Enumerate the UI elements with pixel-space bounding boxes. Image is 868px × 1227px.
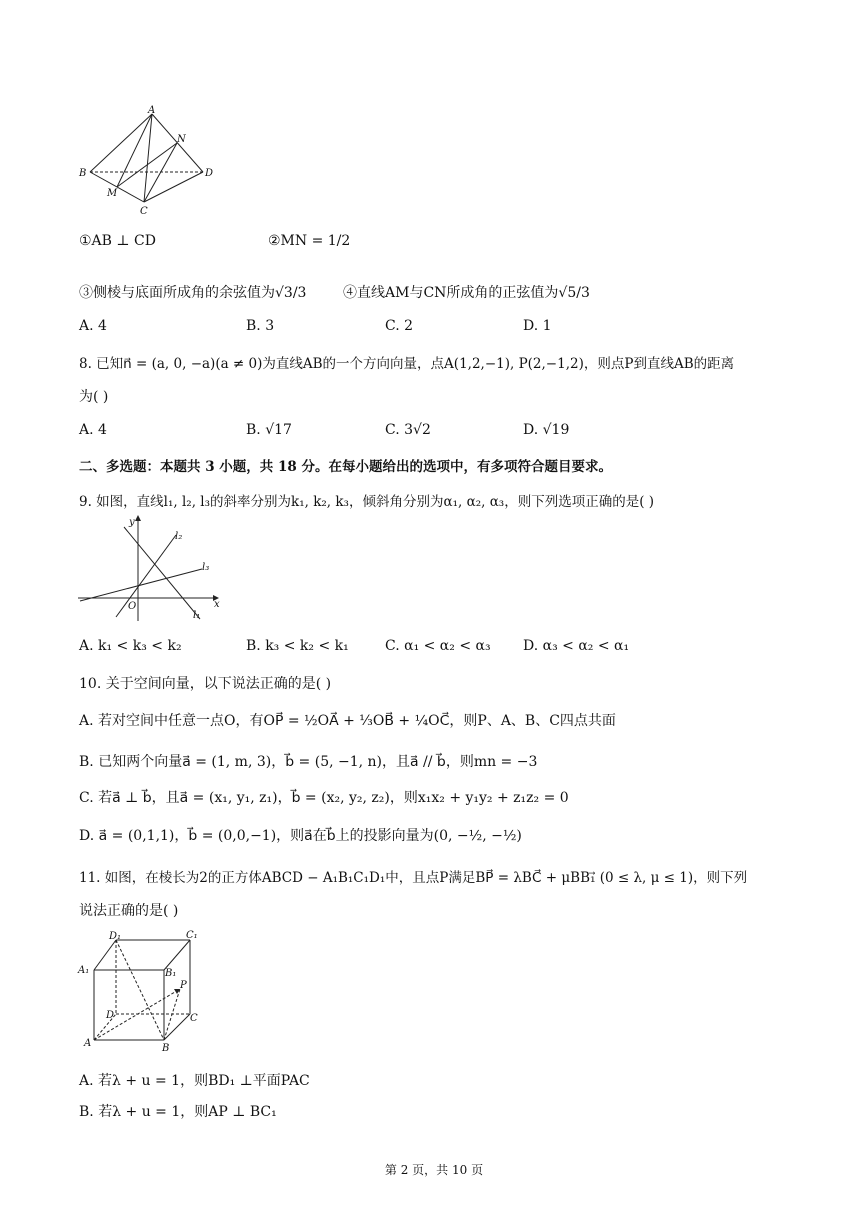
q11-text-line1: 11. 如图，在棱长为2的正方体ABCD − A₁B₁C₁D₁中，且点P满足BP⃗ = λBC⃗ + μBB₁⃗ (0 ≤ λ, μ ≤ 1)，则下列 <box>79 870 748 886</box>
q7-option-d: D. 1 <box>523 318 552 334</box>
q7-option-b: B. 3 <box>246 318 275 334</box>
q8-option-d: D. √19 <box>523 422 570 438</box>
q11-option-a: A. 若λ + u = 1，则BD₁ ⊥平面PAC <box>79 1073 310 1089</box>
fig-label-x: x <box>214 599 220 610</box>
q9-option-c: C. α₁ < α₂ < α₃ <box>385 638 491 654</box>
fig-label-P: P <box>180 980 187 991</box>
fig-label-C: C <box>190 1013 198 1024</box>
fig-label-M: M <box>107 188 118 199</box>
fig-label-A1: A₁ <box>78 965 90 976</box>
q7-option-a: A. 4 <box>79 318 107 334</box>
q9-option-d: D. α₃ < α₂ < α₁ <box>523 638 630 654</box>
q7-statement-2: ②MN = 1/2 <box>268 233 351 249</box>
fig-label-B: B <box>79 168 87 179</box>
section-2-heading: 二、多选题：本题共 3 小题，共 18 分。在每小题给出的选项中，有多项符合题目要求。 <box>79 459 612 475</box>
q11-option-b: B. 若λ + u = 1，则AP ⊥ BC₁ <box>79 1104 277 1120</box>
q8-option-b: B. √17 <box>246 422 292 438</box>
q11-text-line2: 说法正确的是( ) <box>79 903 179 919</box>
q10-option-b: B. 已知两个向量a⃗ = (1, m, 3)，b⃗ = (5, −1, n)，且a⃗ // b⃗，则mn = −3 <box>79 754 538 770</box>
q9-option-b: B. k₃ < k₂ < k₁ <box>246 638 349 654</box>
fig-label-O: O <box>128 601 137 612</box>
lines-graph-figure <box>76 511 228 627</box>
fig-label-A: A <box>84 1038 92 1049</box>
fig-label-D: D <box>205 168 214 179</box>
q8-text-line2: 为( ) <box>79 389 109 405</box>
q7-statement-4: ④直线AM与CN所成角的正弦值为√5/3 <box>343 285 590 301</box>
q9-text: 9. 如图，直线l₁, l₂, l₃的斜率分别为k₁, k₂, k₃，倾斜角分别为α₁, α₂, α₃，则下列选项正确的是( ) <box>79 494 655 510</box>
q8-option-a: A. 4 <box>79 422 107 438</box>
fig-label-l2: l₂ <box>175 531 183 542</box>
tetrahedron-figure <box>76 104 216 218</box>
page-footer: 第 2 页，共 10 页 <box>384 1163 484 1177</box>
fig-label-l3: l₃ <box>202 562 210 573</box>
fig-label-l1: l₁ <box>193 610 201 621</box>
fig-label-A: A <box>148 105 156 116</box>
fig-label-D: D <box>106 1010 115 1021</box>
fig-label-C: C <box>140 206 148 217</box>
q10-option-d: D. a⃗ = (0,1,1)，b⃗ = (0,0,−1)，则a⃗在b⃗上的投影向量为(0, −½, −½) <box>79 828 522 844</box>
q7-option-c: C. 2 <box>385 318 414 334</box>
q7-statement-1: ①AB ⊥ CD <box>79 233 156 249</box>
q8-text-line1: 8. 已知n⃗ = (a, 0, −a)(a ≠ 0)为直线AB的一个方向向量，点A(1,2,−1), P(2,−1,2)，则点P到直线AB的距离 <box>79 356 735 372</box>
fig-label-B1: B₁ <box>165 968 177 979</box>
q8-option-c: C. 3√2 <box>385 422 431 438</box>
q7-statement-3: ③侧棱与底面所成角的余弦值为√3/3 <box>79 285 307 301</box>
fig-label-C1: C₁ <box>186 930 198 941</box>
cube-figure <box>76 926 206 1056</box>
q10-text: 10. 关于空间向量，以下说法正确的是( ) <box>79 676 332 692</box>
q9-option-a: A. k₁ < k₃ < k₂ <box>79 638 182 654</box>
fig-label-y: y <box>129 517 135 528</box>
q10-option-c: C. 若a⃗ ⊥ b⃗，且a⃗ = (x₁, y₁, z₁)，b⃗ = (x₂, y₂, z₂)，则x₁x₂ + y₁y₂ + z₁z₂ = 0 <box>79 790 569 806</box>
fig-label-D1: D₁ <box>109 931 122 942</box>
q10-option-a: A. 若对空间中任意一点O，有OP⃗ = ½OA⃗ + ⅓OB⃗ + ¼OC⃗，则P、A、B、C四点共面 <box>79 713 616 729</box>
fig-label-B: B <box>162 1043 170 1054</box>
fig-label-N: N <box>177 134 186 145</box>
